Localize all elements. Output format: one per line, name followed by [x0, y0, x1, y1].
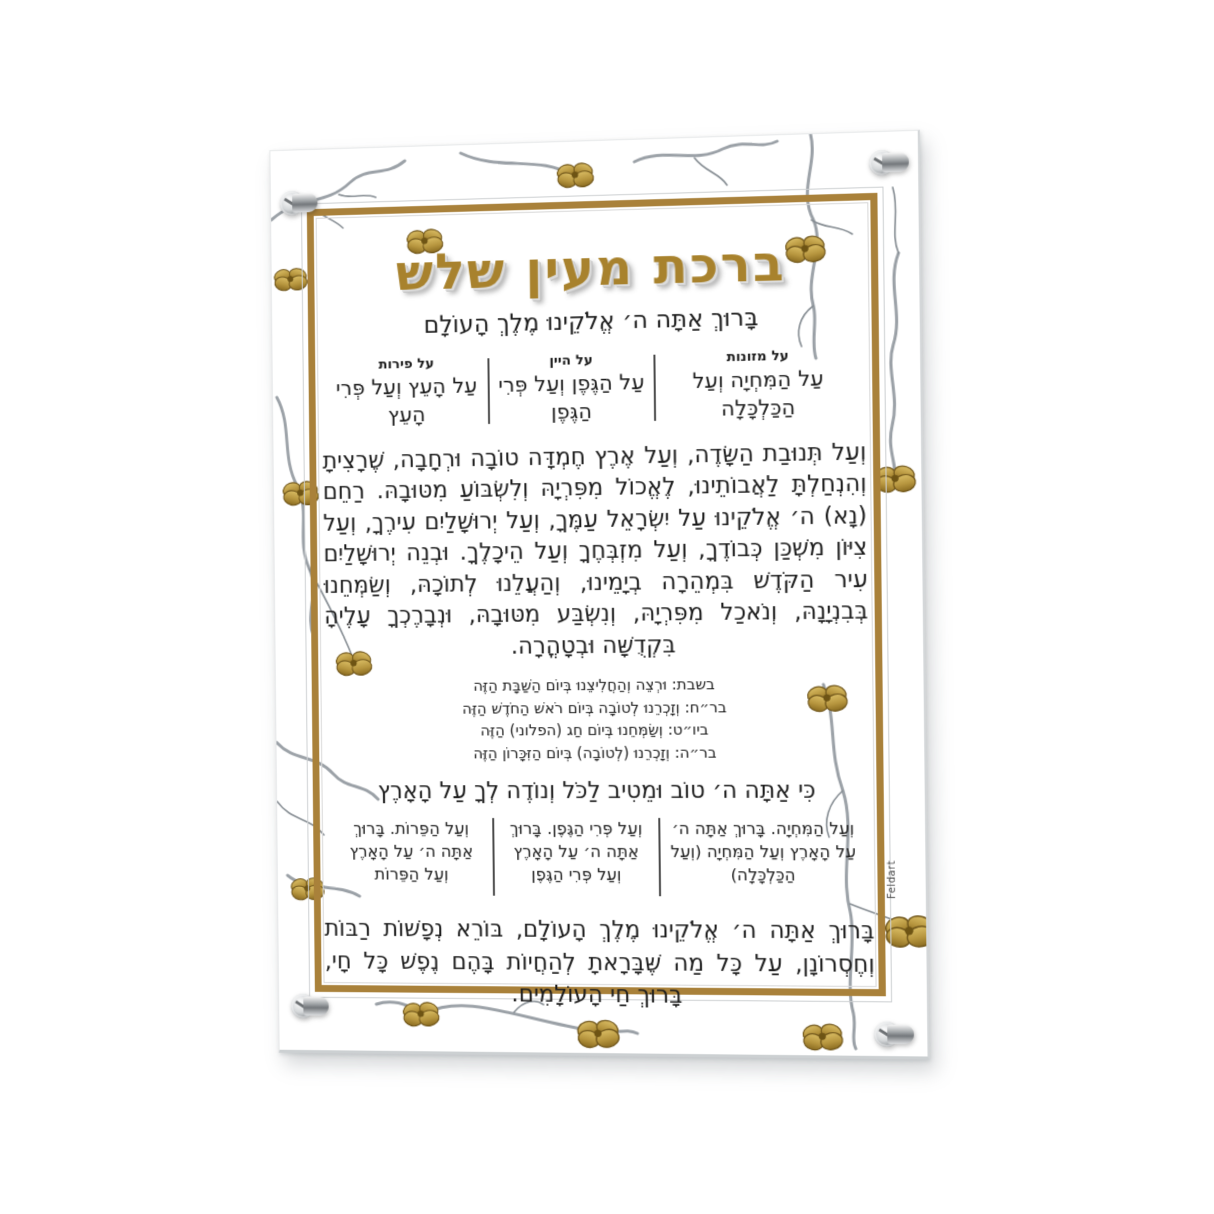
- standoff-barrel: [292, 193, 317, 212]
- page-title: ברכת מעין שלש: [395, 233, 786, 302]
- column-heading: על היין: [549, 352, 593, 369]
- standoff-barrel: [887, 1025, 914, 1045]
- column-heading: על מזונות: [726, 347, 789, 366]
- standoff-top-right: [869, 149, 910, 176]
- category-columns: [325, 346, 862, 430]
- horizontal-divider: [324, 907, 874, 909]
- brand-label: Feldart: [886, 860, 899, 900]
- insertion-line-shabbat: בשבת: וּרְצֵה וְהַחֲלִיצֵנוּ בְּיוֹם הַשַּׁבָּת הַזֶּה: [473, 675, 715, 695]
- insertion-line-rosh-hashana: בר״ה: וְזָכְרֵנוּ (לְטוֹבָה) בְּיוֹם הַזִּכָּרוֹן הַזֶּה: [473, 743, 717, 762]
- acrylic-plaque: [269, 130, 929, 1060]
- main-paragraph: וְעַל תְּנוּבַת הַשָּׂדֶה, וְעַל אֶרֶץ חֶמְדָּה טוֹבָה וּרְחָבָה, שֶׁרָצִיתָ וְהִנְחַלְתָּ לַאֲבוֹתֵינוּ, לֶאֱכוֹל מִפִּרְיָהּ וְלִשְׂבּוֹעַ מִטּוּבָהּ. רַחֵם (נָא) ה׳ אֱלֹקֵינוּ עַל יִשְׂרָאֵל עַמֶּךָ, וְעַל יְרוּשָׁלַיִם עִירֶךָ, וְעַל צִיּוֹן מִשְׁכַּן כְּבוֹדֶךָ, וְעַל מִזְבְּחֶךָ וְעַל הֵיכָלֶךָ. וּבְנֵה יְרוּשָׁלַיִם עִיר הַקֹּדֶשׁ בִּמְהֵרָה בְיָמֵינוּ, וְהַעֲלֵנוּ לְתוֹכָהּ, וְשַׂמְּחֵנוּ בְּבִנְיָנָהּ, וְנֹאכַל מִפִּרְיָהּ, וְנִשְׂבַּע מִטּוּבָהּ, וּנְבָרֶכְךָ עָלֶיהָ בִּקְדֻשָּׁה וּבְטָהֳרָה.: [322, 438, 869, 660]
- opening-blessing-line: בָּרוּךְ אַתָּה ה׳ אֱלֹקֵינוּ מֶלֶךְ הָעוֹלָם: [423, 303, 759, 339]
- gold-frame: [307, 193, 886, 1010]
- standoff-bottom-right: [874, 1022, 915, 1048]
- borei-nefashot-paragraph: בָּרוּךְ אַתָּה ה׳ אֱלֹקֵינוּ מֶלֶךְ הָעוֹלָם, בּוֹרֵא נְפָשׁוֹת רַבּוֹת וְחֶסְרוֹנָן, עַל כָּל מַה שֶּׁבָּרָאתָ לְהַחֲיוֹת בָּהֶם נֶפֶשׁ כָּל חָי, בָּרוּךְ חַי הָעוֹלָמִים.: [324, 916, 875, 1010]
- occasion-insertions: [462, 673, 727, 764]
- column-mezonot: [655, 346, 862, 424]
- standoff-barrel: [882, 152, 909, 172]
- insertion-line-yom-tov: ביו״ט: וְשַׂמְּחֵנוּ בְּיוֹם חַג (הפלוני) הַזֶּה: [480, 720, 709, 740]
- column-text: עַל הַגֶּפֶן וְעַל פְּרִי הַגֶּפֶן: [498, 370, 645, 424]
- closing-columns: [330, 818, 867, 897]
- column-yayin: [489, 351, 654, 428]
- summary-line: כִּי אַתָּה ה׳ טוֹב וּמֵטִיב לַכֹּל וְנוֹדֶה לְךָ עַל הָאָרֶץ: [377, 777, 816, 805]
- closing-peirot: וְעַל הַפֵּרוֹת. בָּרוּךְ אַתָּה ה׳ עַל הָאָרֶץ וְעַל הַפֵּרוֹת: [349, 819, 474, 884]
- column-peirot: [325, 354, 488, 430]
- column-text: עַל הַמִּחְיָה וְעַל הַכַּלְכָּלָה: [692, 366, 824, 421]
- standoff-barrel: [303, 997, 328, 1016]
- insertion-line-rosh-chodesh: בר״ח: וְזָכְרֵנוּ לְטוֹבָה בְּיוֹם רֹאשׁ הַחֹדֶשׁ הַזֶּה: [462, 697, 727, 718]
- blessing-text: [321, 207, 875, 1010]
- standoff-bottom-left: [291, 994, 330, 1019]
- column-heading: על פירות: [378, 355, 435, 373]
- closing-gefen: וְעַל פְּרִי הַגֶּפֶן. בָּרוּךְ אַתָּה ה׳ עַל הָאָרֶץ וְעַל פְּרִי הַגֶּפֶן: [509, 819, 643, 884]
- standoff-top-left: [280, 190, 319, 216]
- column-text: עַל הָעֵץ וְעַל פְּרִי הָעֵץ: [335, 373, 478, 427]
- closing-michya: וְעַל הַמִּחְיָה. בָּרוּךְ אַתָּה ה׳ עַל הָאָרֶץ וְעַל הַמִּחְיָה (וְעַל הַכַּלְכָּלָה): [670, 819, 857, 885]
